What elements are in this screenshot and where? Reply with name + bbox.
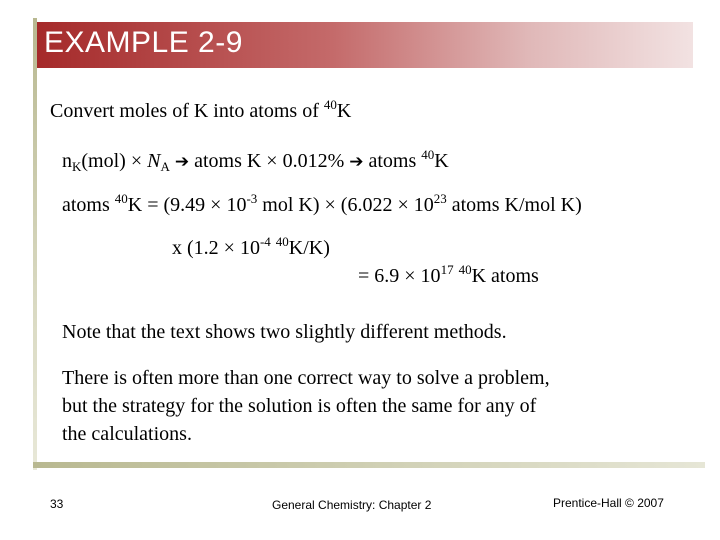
equation-line-3: x ($1.2 \times 10^{-4}$ $^{40}$K/K)	[172, 234, 330, 259]
note-strategy-line-1: There is often more than one correct way to solve a problem,	[62, 367, 550, 389]
right-arrow-icon: ➔	[174, 152, 190, 172]
equation-line-2: atoms $^{40}K = (9.49 \times 10^{-3}$ mol $K) \times (6.022 \times 10^{23}$ atoms K/mol K)	[62, 191, 582, 216]
footer-course: General Chemistry: Chapter 2	[272, 498, 432, 512]
slide-left-border	[33, 18, 37, 470]
slide-title: EXAMPLE 2-9	[44, 26, 243, 59]
right-arrow-icon: ➔	[349, 152, 364, 172]
equation-line-1: $n_K(mol) \times N_A$ ➔ atoms K × 0.012% ➔ atoms $^{40}$K	[62, 147, 449, 174]
equation-line-4: = $6.9 \times 10^{17}$ $^{40}$K atoms	[358, 262, 539, 287]
footer-copyright: Prentice-Hall © 2007	[553, 496, 664, 510]
heading-line: Convert moles of K into atoms of $^{40}$K	[50, 97, 352, 122]
note-methods: Note that the text shows two slightly different methods.	[62, 321, 507, 343]
note-strategy-line-3: the calculations.	[62, 423, 192, 445]
note-strategy-line-2: but the strategy for the solution is often the same for any of	[62, 395, 537, 417]
page-number: 33	[50, 497, 64, 511]
slide-bottom-border	[33, 462, 705, 468]
